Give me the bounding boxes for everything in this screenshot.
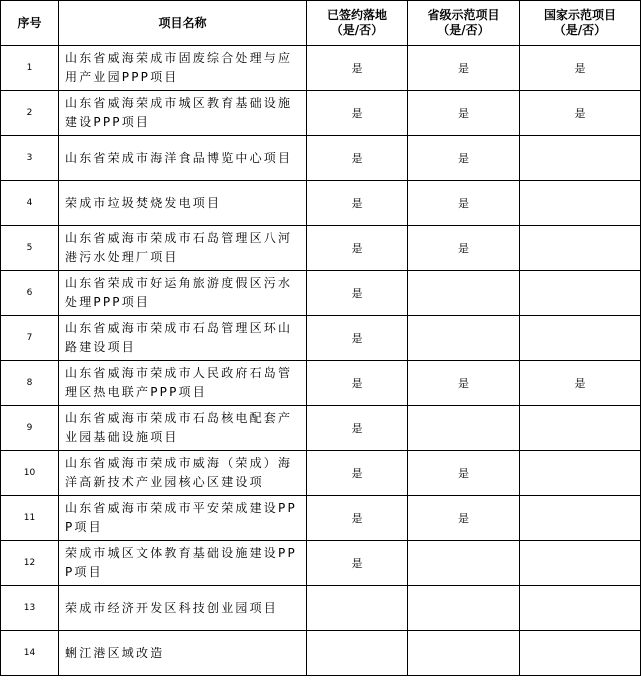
- cell-seq: 12: [1, 541, 59, 586]
- cell-signed: 是: [307, 181, 408, 226]
- cell-national: [520, 496, 641, 541]
- table-row: [1, 181, 641, 226]
- table-row: [1, 586, 641, 631]
- col-header-signed-line2: （是/否）: [330, 23, 384, 37]
- cell-national: 是: [520, 361, 641, 406]
- cell-project-name: 山东省荣成市海洋食品博览中心项目: [59, 136, 307, 181]
- cell-provincial: [408, 406, 520, 451]
- cell-project-name: 荣成市垃圾焚烧发电项目: [59, 181, 307, 226]
- cell-national: [520, 541, 641, 586]
- col-header-national-line1: 国家示范项目: [543, 8, 616, 22]
- cell-project-name: 蜊江港区域改造: [59, 631, 307, 676]
- table-row: [1, 271, 641, 316]
- cell-seq: 11: [1, 496, 59, 541]
- cell-seq: 1: [1, 46, 59, 91]
- cell-seq: 3: [1, 136, 59, 181]
- cell-provincial: [408, 271, 520, 316]
- cell-project-name: 山东省威海市荣成市威海（荣成）海洋高新技术产业园核心区建设项: [59, 451, 307, 496]
- cell-project-name: 山东省威海市荣成市平安荣成建设PPP项目: [59, 496, 307, 541]
- cell-provincial: 是: [408, 226, 520, 271]
- cell-project-name: 山东省威海市荣成市石岛核电配套产业园基础设施项目: [59, 406, 307, 451]
- table-row: [1, 226, 641, 271]
- col-header-signed-line1: 已签约落地: [326, 8, 387, 22]
- cell-provincial: 是: [408, 451, 520, 496]
- cell-signed: 是: [307, 541, 408, 586]
- cell-signed: 是: [307, 46, 408, 91]
- table-row: [1, 136, 641, 181]
- col-header-provincial-line2: （是/否）: [437, 23, 490, 37]
- cell-seq: 7: [1, 316, 59, 361]
- cell-seq: 4: [1, 181, 59, 226]
- table-body: [1, 46, 641, 676]
- table-row: [1, 451, 641, 496]
- cell-provincial: 是: [408, 136, 520, 181]
- table-row: [1, 46, 641, 91]
- cell-signed: 是: [307, 271, 408, 316]
- cell-project-name: 山东省威海市荣成市石岛管理区八河港污水处理厂项目: [59, 226, 307, 271]
- col-header-name: 项目名称: [59, 1, 307, 46]
- col-header-provincial: [408, 1, 520, 46]
- cell-provincial: [408, 586, 520, 631]
- cell-seq: 6: [1, 271, 59, 316]
- table-row: [1, 406, 641, 451]
- cell-national: [520, 316, 641, 361]
- col-header-seq: 序号: [1, 1, 59, 46]
- col-header-provincial-line1: 省级示范项目: [427, 8, 500, 22]
- cell-seq: 10: [1, 451, 59, 496]
- table-row: [1, 316, 641, 361]
- cell-provincial: [408, 541, 520, 586]
- cell-national: [520, 271, 641, 316]
- cell-provincial: [408, 316, 520, 361]
- cell-signed: 是: [307, 316, 408, 361]
- cell-provincial: [408, 631, 520, 676]
- cell-national: [520, 226, 641, 271]
- table-row: [1, 361, 641, 406]
- cell-provincial: 是: [408, 496, 520, 541]
- cell-national: [520, 451, 641, 496]
- cell-provincial: 是: [408, 91, 520, 136]
- cell-seq: 2: [1, 91, 59, 136]
- table-row: [1, 631, 641, 676]
- cell-signed: 是: [307, 406, 408, 451]
- header-row: [1, 1, 641, 46]
- cell-signed: 是: [307, 451, 408, 496]
- cell-signed: 是: [307, 496, 408, 541]
- table-row: [1, 541, 641, 586]
- cell-seq: 13: [1, 586, 59, 631]
- table-row: [1, 496, 641, 541]
- cell-national: [520, 406, 641, 451]
- col-header-national: [520, 1, 641, 46]
- cell-project-name: 山东省威海荣成市固废综合处理与应用产业园PPP项目: [59, 46, 307, 91]
- cell-project-name: 荣成市经济开发区科技创业园项目: [59, 586, 307, 631]
- cell-signed: 是: [307, 91, 408, 136]
- cell-national: [520, 181, 641, 226]
- col-header-national-line2: （是/否）: [553, 23, 607, 37]
- cell-national: [520, 586, 641, 631]
- cell-project-name: 荣成市城区文体教育基础设施建设PPP项目: [59, 541, 307, 586]
- cell-project-name: 山东省威海市荣成市人民政府石岛管理区热电联产PPP项目: [59, 361, 307, 406]
- cell-national: [520, 631, 641, 676]
- cell-seq: 14: [1, 631, 59, 676]
- cell-seq: 5: [1, 226, 59, 271]
- cell-provincial: 是: [408, 46, 520, 91]
- cell-provincial: 是: [408, 361, 520, 406]
- cell-project-name: 山东省威海荣成市城区教育基础设施建设PPP项目: [59, 91, 307, 136]
- col-header-signed: [307, 1, 408, 46]
- cell-signed: 是: [307, 136, 408, 181]
- cell-national: [520, 136, 641, 181]
- table-row: [1, 91, 641, 136]
- cell-national: 是: [520, 91, 641, 136]
- cell-national: 是: [520, 46, 641, 91]
- cell-seq: 8: [1, 361, 59, 406]
- cell-project-name: 山东省威海市荣成市石岛管理区环山路建设项目: [59, 316, 307, 361]
- cell-project-name: 山东省荣成市好运角旅游度假区污水处理PPP项目: [59, 271, 307, 316]
- cell-signed: 是: [307, 226, 408, 271]
- cell-signed: [307, 631, 408, 676]
- cell-signed: 是: [307, 361, 408, 406]
- cell-signed: [307, 586, 408, 631]
- cell-seq: 9: [1, 406, 59, 451]
- cell-provincial: 是: [408, 181, 520, 226]
